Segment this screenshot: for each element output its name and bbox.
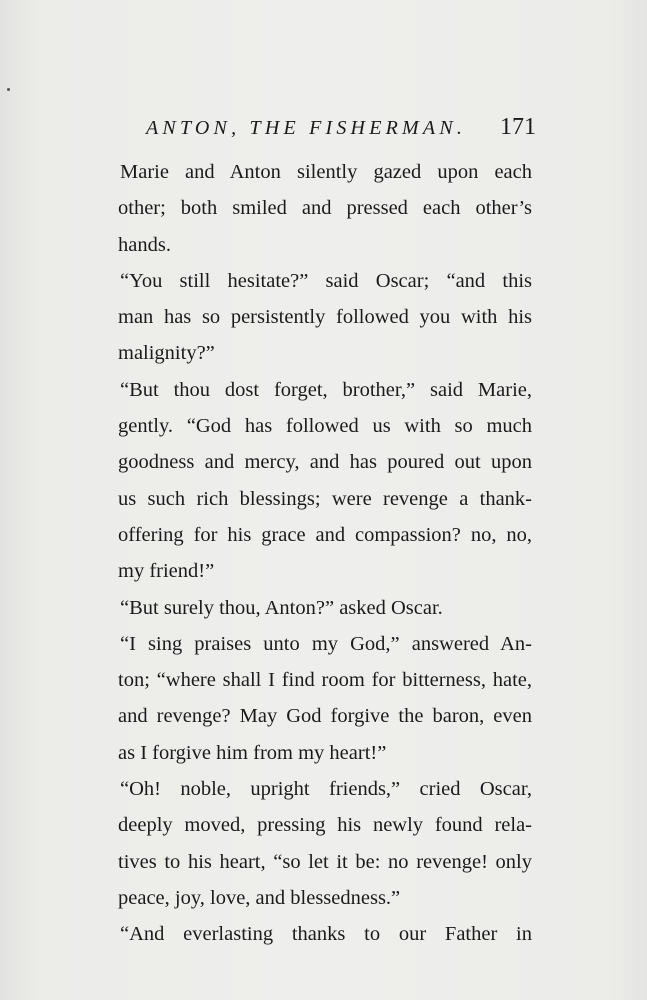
page-number: 171 xyxy=(500,114,536,140)
text-line: gently. “God has followed us with so much xyxy=(118,415,532,438)
text-line: ton; “where shall I find room for bitterness, hate, xyxy=(118,669,532,692)
text-line: malignity?” xyxy=(118,342,215,365)
text-line: “And everlasting thanks to our Father in xyxy=(120,923,532,946)
text-line: “You still hesitate?” said Oscar; “and this xyxy=(120,269,532,292)
running-head xyxy=(110,114,536,146)
text-line: hands. xyxy=(118,233,171,256)
text-line: man has so persistently followed you with his xyxy=(118,306,532,329)
text-line: tives to his heart, “so let it be: no revenge! only xyxy=(118,850,532,873)
text-line: other; both smiled and pressed each other’s xyxy=(118,197,532,220)
text-line: peace, joy, love, and blessedness.” xyxy=(118,886,401,909)
body-text xyxy=(118,154,532,953)
text-line: “Oh! noble, upright friends,” cried Oscar, xyxy=(120,778,532,801)
text-line: “But surely thou, Anton?” asked Oscar. xyxy=(120,596,443,619)
text-line: goodness and mercy, and has poured out upon xyxy=(118,451,532,474)
text-line: “But thou dost forget, brother,” said Marie, xyxy=(120,378,532,401)
text-line: “I sing praises unto my God,” answered An- xyxy=(120,632,532,655)
text-line: offering for his grace and compassion? no, no, xyxy=(118,523,532,546)
text-line: us such rich blessings; were revenge a thank- xyxy=(118,487,532,510)
text-line: my friend!” xyxy=(118,560,215,583)
page-speck xyxy=(7,88,10,91)
text-line: deeply moved, pressing his newly found rela- xyxy=(118,814,532,837)
text-line: Marie and Anton silently gazed upon each xyxy=(120,161,532,183)
running-title: ANTON, THE FISHERMAN. xyxy=(146,117,467,139)
text-line: as I forgive him from my heart!” xyxy=(118,741,387,764)
text-line: and revenge? May God forgive the baron, even xyxy=(118,705,532,728)
